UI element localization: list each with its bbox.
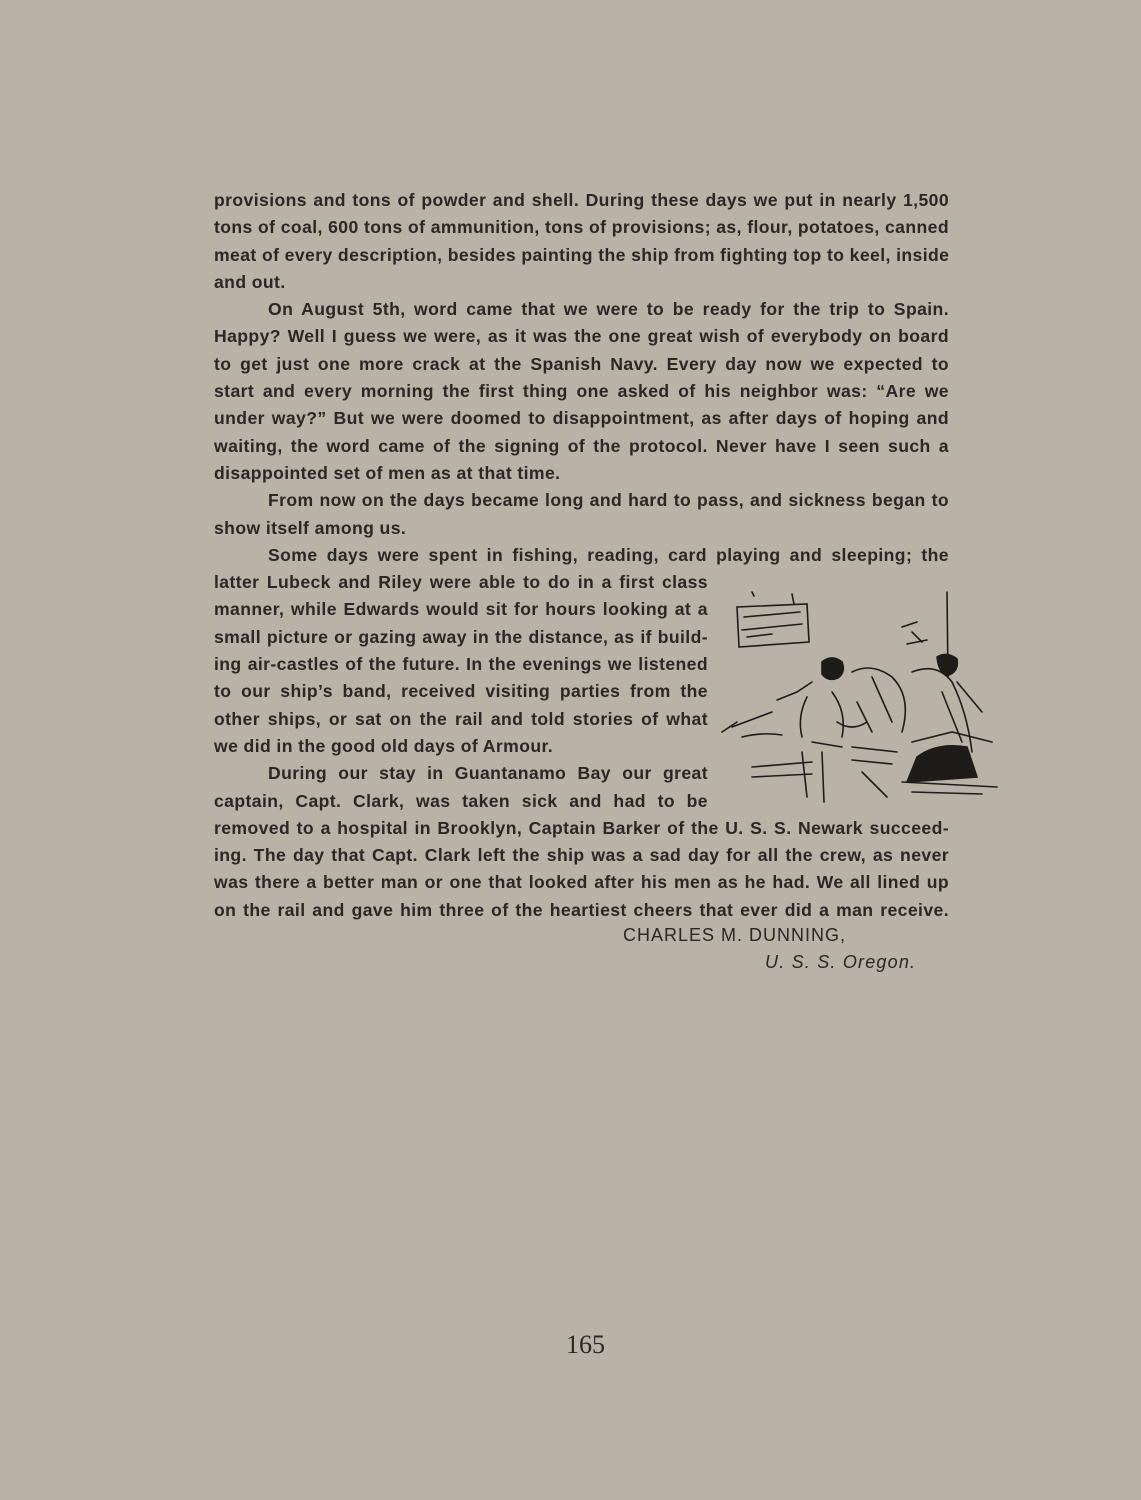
text-line: Happy? Well I guess we were, as it was the one great wish of everybody on board (214, 326, 949, 347)
text-line: On August 5th, word came that we were to be ready for the trip to Spain. (268, 299, 949, 320)
text-line: under way?” But we were doomed to disappointment, as after days of hoping and (214, 408, 949, 429)
text-line: waiting, the word came of the signing of the protocol. Never have I seen such a (214, 435, 949, 456)
text-line: we did in the good old days of Armour. (214, 735, 554, 756)
text-line: From now on the days became long and hard to pass, and sickness began to (268, 490, 949, 511)
sailors-on-deck-illustration (712, 582, 1004, 807)
text-line: manner, while Edwards would sit for hours looking at a (214, 599, 708, 620)
text-line: show itself among us. (214, 517, 407, 538)
text-line: Some days were spent in fishing, reading, card playing and sleeping; the (268, 544, 949, 565)
text-line: During our stay in Guantanamo Bay our great (268, 763, 708, 784)
text-line: small picture or gazing away in the distance, as if build- (214, 626, 708, 647)
author-ship: U. S. S. Oregon. (765, 952, 917, 972)
text-line: to get just one more crack at the Spanish Navy. Every day now we expected to (214, 353, 949, 374)
text-line: provisions and tons of powder and shell. During these days we put in nearly 1,500 (214, 190, 949, 210)
text-line: disappointed set of men as at that time. (214, 462, 561, 483)
text-line: on the rail and gave him three of the heartiest cheers that ever did a man receive. (214, 899, 949, 920)
text-line: to our ship’s band, received visiting parties from the (214, 681, 708, 702)
body-text (214, 187, 949, 924)
text-line: start and every morning the first thing one asked of his neighbor was: “Are we (214, 381, 949, 402)
text-line: latter Lubeck and Riley were able to do in a first class (214, 572, 708, 593)
page-number: 165 (566, 1330, 605, 1359)
text-line: meat of every description, besides painting the ship from fighting top to keel, inside (214, 244, 950, 265)
text-line: ing air-castles of the future. In the evenings we listened (214, 654, 708, 675)
text-line: other ships, or sat on the rail and told stories of what (214, 708, 708, 729)
author-signature: CHARLES M. DUNNING, (623, 925, 847, 945)
text-line: ing. The day that Capt. Clark left the ship was a sad day for all the crew, as never (214, 845, 949, 866)
text-line: and out. (214, 271, 286, 292)
text-line: was there a better man or one that looked after his men as he had. We all lined up (214, 872, 949, 893)
text-line: captain, Capt. Clark, was taken sick and had to be (214, 790, 708, 811)
text-line: tons of coal, 600 tons of ammunition, tons of provisions; as, flour, potatoes, canned (214, 217, 949, 238)
text-line: removed to a hospital in Brooklyn, Captain Barker of the U. S. S. Newark succeed- (214, 817, 949, 838)
